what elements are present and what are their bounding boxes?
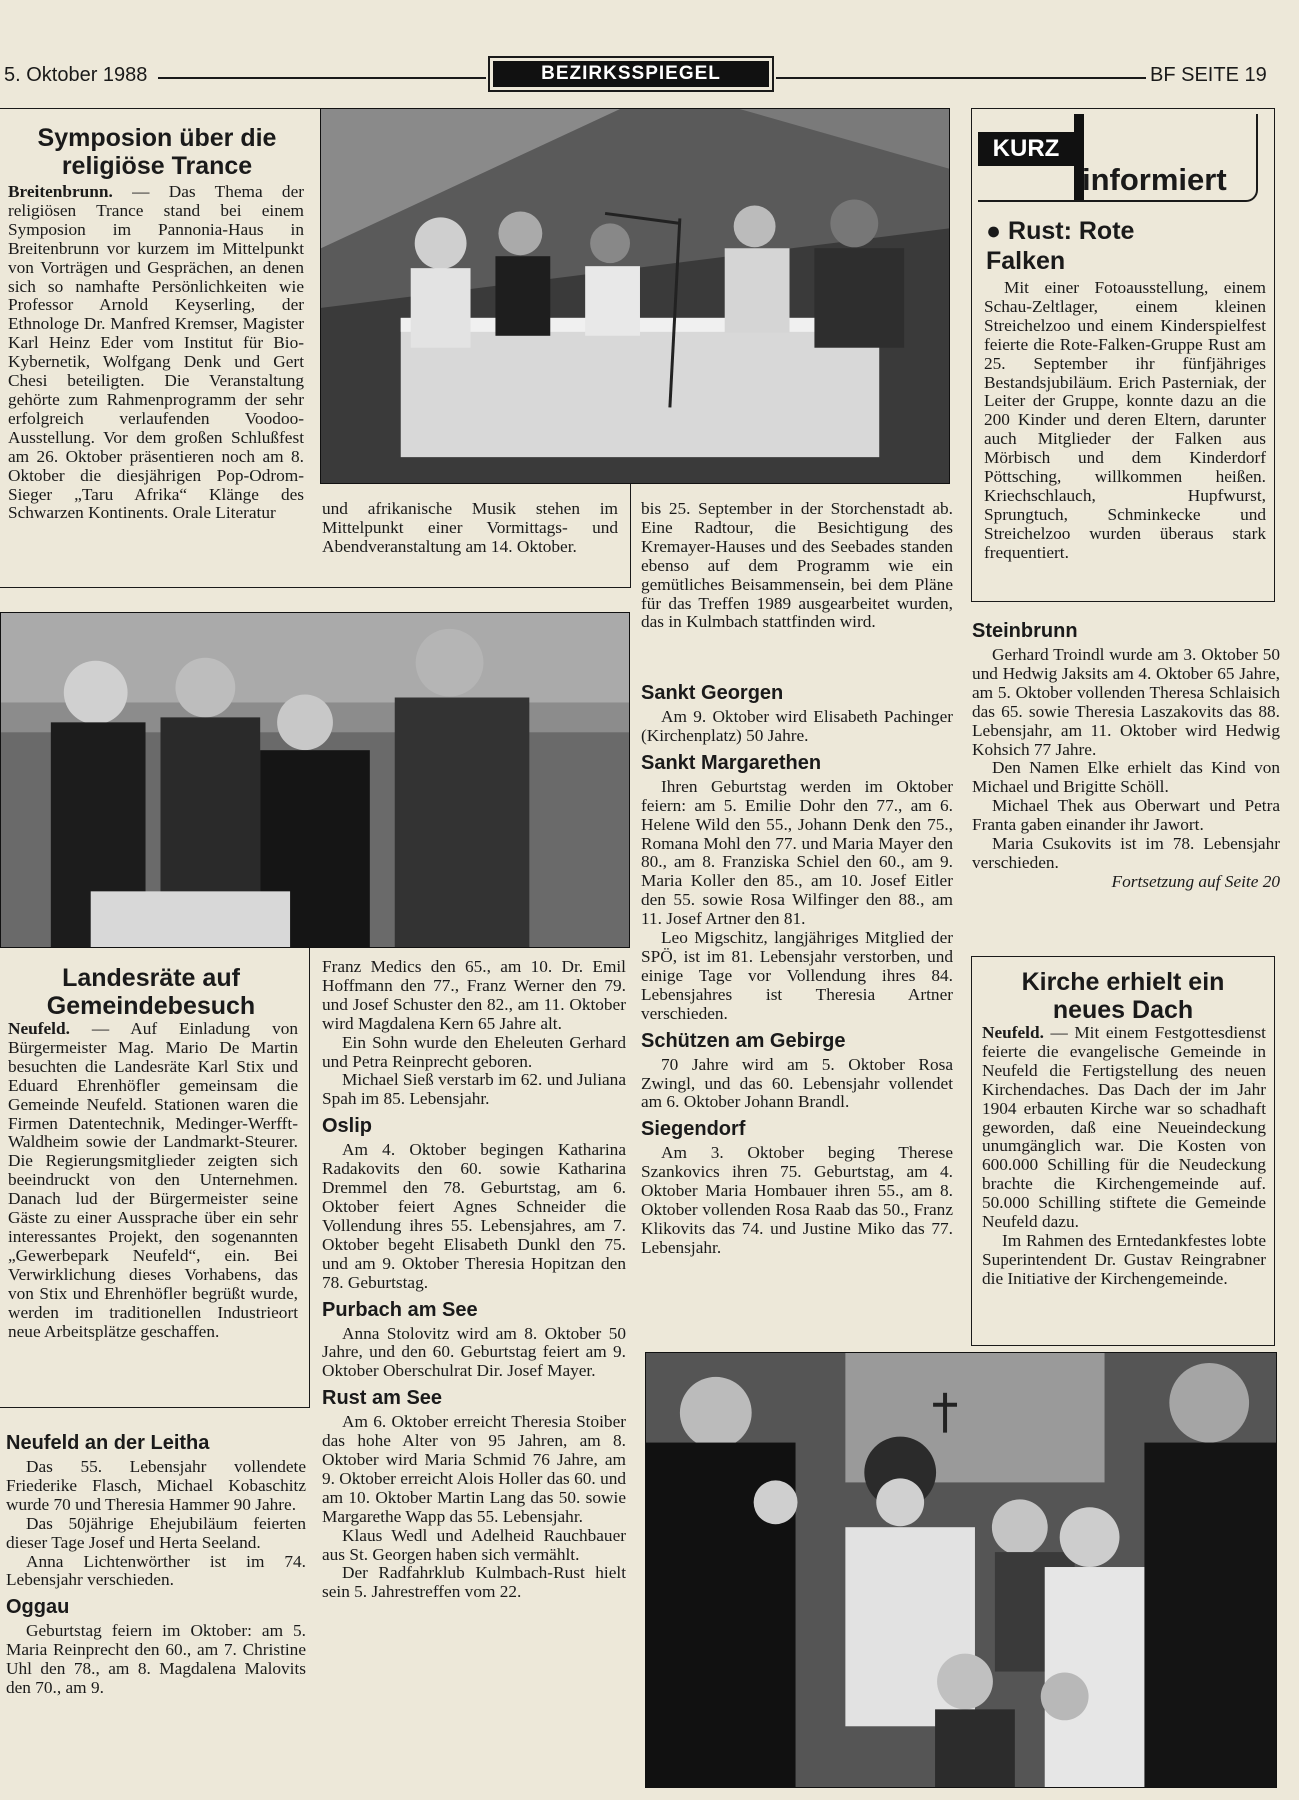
column-4-steinbrunn bbox=[972, 620, 1280, 892]
oslip-text: Am 4. Oktober begingen Katharina Radakovits den 60. sowie Katharina Dremmel den 78. Geburtstag, am 6. Oktober feiert Agnes Schneider die Vollendung ihres 55. Lebensjahres, am 7. Oktober begeht Elisabeth Dunkl den 75. und am 9. Oktober Theresia Hopitzan den 78. Geburtstag. bbox=[322, 1140, 626, 1292]
kirche-p2: Im Rahmen des Erntedankfestes lobte Superintendent Dr. Gustav Reingrabner die Initiative der Kirchengemeinde. bbox=[982, 1230, 1266, 1288]
kirche-title: Kirche erhielt ein neues Dach bbox=[1021, 968, 1225, 1024]
symposion-text bbox=[8, 183, 304, 578]
col2-cont1: Franz Medics den 65., am 10. Dr. Emil Hoffmann den 77., Franz Werner den 79. und Josef Schuster den 82., am 11. Oktober wird Magdalena Kern 65 Jahre alt. bbox=[322, 957, 626, 1033]
neufeld-p1: Das 55. Lebensjahr vollendete Friederike Flasch, Michael Kobaschitz wurde 70 und Theresia Hammer 90 Jahre. bbox=[6, 1457, 306, 1514]
symposion-dateline: Breitenbrunn. bbox=[8, 183, 113, 201]
col2-cont3: Michael Sieß verstarb im 62. und Juliana Spah im 85. Lebensjahr. bbox=[322, 1070, 626, 1109]
kurz-logo-left: KURZ bbox=[978, 132, 1074, 166]
heading-sankt-margarethen: Sankt Margarethen bbox=[641, 751, 822, 774]
sankt-margarethen-text-2: Leo Migschitz, langjähriges Mitglied der SPÖ, ist im 81. Lebensjahr verstorben, und einige Tage vor Vollendung ihres 84. Lebensjahres ist Theresia Artner verschieden. bbox=[641, 928, 953, 1023]
landesraete-dateline: Neufeld. bbox=[8, 1019, 70, 1038]
neufeld-p3: Anna Lichtenwörther ist im 74. Lebensjahr verschieden. bbox=[6, 1551, 306, 1590]
header-rule-left bbox=[158, 77, 486, 79]
col2-cont2: Ein Sohn wurde den Eheleuten Gerhard und Petra Reinprecht geboren. bbox=[322, 1032, 626, 1071]
column-3 bbox=[641, 676, 953, 1258]
header-section-label: BEZIRKSSPIEGEL bbox=[493, 61, 769, 87]
kurz-logo-right: informiert bbox=[1082, 162, 1227, 197]
heading-neufeld-leitha: Neufeld an der Leitha bbox=[6, 1432, 210, 1454]
column-2-lower bbox=[322, 958, 626, 1602]
symposion-title: Symposion über die religiöse Trance bbox=[37, 124, 277, 180]
kurz-body-text: Mit einer Fotoausstellung, einem Schau-Zeltlager, einem kleinen Streichelzoo und einem Kinderspielfest feierte die Rote-Falken-Gruppe Rust am 25. September ihr fünfjähriges Bestandsjubiläum. Erich Pasterniak, der Leiter der Gruppe, konnte dazu an die 200 Kinder und deren Eltern, darunter auch Mitglieder der Falken aus Mörbisch und dem Kinderdorf Pöttsching, willkommen heißen. Kriechschlauch, Hupfwurst, Sprungtuch, Schminkecke und Streichelzoo wurden überaus stark frequentiert. bbox=[984, 278, 1266, 562]
rust-continued-text: bis 25. September in der Storchenstadt ab. Eine Radtour, die Besichtigung des Kremayer-Hauses und des Seebades standen ebenso auf dem Programm wie ein gemütliches Beisammensein, bei dem Pläne für das Treffen 1989 ausgearbeitet wurden, das in Kulmbach stattfinden wird. bbox=[641, 499, 953, 632]
heading-oggau: Oggau bbox=[6, 1596, 70, 1619]
header-page: BF SEITE 19 bbox=[1150, 64, 1267, 86]
kirche-dateline: Neufeld. bbox=[982, 1023, 1044, 1042]
symposion-photo bbox=[320, 108, 950, 484]
rust-text-1: Am 6. Oktober erreicht Theresia Stoiber das hohe Alter von 95 Jahren, am 8. Oktober wird Maria Schmid 76 Jahre, am 9. Oktober erreicht Alois Holler das 60. und am 10. Oktober Martin Lang das 50. sowie Margarethe Wapp das 55. Lebensjahr. bbox=[322, 1412, 626, 1526]
oggau-p1: Geburtstag feiern im Oktober: am 5. Maria Reinprecht den 60., am 7. Christine Uhl den 78., am 8. Magdalena Malovits den 70., am 9. bbox=[6, 1621, 306, 1698]
symposion-text-col2: und afrikanische Musik stehen im Mittelpunkt einer Vormittags- und Abendveranstaltung am 14. Oktober. bbox=[322, 499, 618, 556]
schuetzen-text: 70 Jahre wird am 5. Oktober Rosa Zwingl, und das 60. Lebensjahr vollendet am 6. Oktober Johann Brandl. bbox=[641, 1054, 953, 1112]
steinbrunn-p4: Maria Csukovits ist im 78. Lebensjahr verschieden. bbox=[972, 834, 1280, 872]
symposion-body: — Das Thema der religiösen Trance stand bei einem Symposion im Pannonia-Haus in Breitenbrunn vor kurzem im Mittelpunkt von Vorträgen und Gesprächen, an denen sich so namhafte Persönlichkeiten wie Professor Arnold Keyserling, der Ethnologe Dr. Manfred Kremser, Magister Karl Heinz Eder vom Institut für Bio-Kybernetik, Wolfgang Denk und Gert Chesi beteiligten. Die Veranstaltung gehörte zum Rahmenprogramm der sehr erfolgreich verlaufenden Voodoo-Ausstellung. Vor dem großen Schlußfest am 26. Oktober präsentieren noch am 8. Oktober die diesjährigen Pop-Odrom-Sieger „Taru Afrika“ Klänge des Schwarzen Kontinents. Orale Literatur bbox=[8, 183, 304, 523]
kirche-body: — Mit einem Festgottesdienst feierte die evangelische Gemeinde in Neufeld die Fertigstellung des neuen Kirchendaches. Das Dach der im Jahr 1904 erbauten Kirche war so schadhaft geworden, daß eine Neueindeckung unumgänglich war. Die Kosten von 600.000 Schilling für die Neudeckung brachte die Kirchengemeinde auf. 50.000 Schilling stiftete die Gemeinde Neufeld dazu. bbox=[982, 1023, 1266, 1232]
heading-oslip: Oslip bbox=[322, 1115, 373, 1138]
header-rule-right bbox=[776, 77, 1146, 79]
purbach-text: Anna Stolovitz wird am 8. Oktober 50 Jahre, und den 60. Geburtstag feiert am 9. Oktober Oberschulrat Dir. Josef Mayer. bbox=[322, 1323, 626, 1381]
header-date: 5. Oktober 1988 bbox=[4, 64, 148, 86]
heading-steinbrunn: Steinbrunn bbox=[972, 620, 1078, 642]
landesraete-title: Landesräte auf Gemeindebesuch bbox=[46, 964, 256, 1020]
kirche-p1 bbox=[982, 1024, 1266, 1232]
continued-note: Fortsetzung auf Seite 20 bbox=[1111, 871, 1280, 891]
kurz-logo bbox=[978, 114, 1270, 204]
kirche-photo bbox=[645, 1352, 1277, 1788]
column-1-lower bbox=[6, 1432, 306, 1698]
steinbrunn-p3: Michael Thek aus Oberwart und Petra Franta gaben einander ihr Jawort. bbox=[972, 796, 1280, 835]
heading-rust: Rust am See bbox=[322, 1387, 443, 1410]
heading-purbach: Purbach am See bbox=[322, 1298, 478, 1321]
landesraete-photo bbox=[0, 612, 630, 948]
neufeld-p2: Das 50jährige Ehejubiläum feierten dieser Tage Josef und Herta Seeland. bbox=[6, 1513, 306, 1552]
steinbrunn-p2: Den Namen Elke erhielt das Kind von Michael und Brigitte Schöll. bbox=[972, 758, 1280, 797]
steinbrunn-p1: Gerhard Troindl wurde am 3. Oktober 50 und Hedwig Jaksits am 4. Oktober 65 Jahre, am 5. Oktober vollenden Theresa Schlaisich das 65. sowie Theresia Laszakovits das 88. Lebensjahr, am 11. Oktober wird Hedwig Kohsich 77 Jahre. bbox=[972, 645, 1280, 759]
heading-siegendorf: Siegendorf bbox=[641, 1118, 746, 1141]
header-section-box bbox=[488, 56, 774, 92]
kurz-title: ● Rust: Rote Falken bbox=[986, 217, 1135, 275]
landesraete-text bbox=[8, 1020, 298, 1341]
siegendorf-text: Am 3. Oktober beging Therese Szankovics ihren 75. Geburtstag, am 4. Oktober Maria Hombauer ihren 55., am 8. Oktober vollenden Rosa Raab das 50., Franz Klikovits das 74. und Justine Miko das 77. Lebensjahr. bbox=[641, 1143, 953, 1257]
sankt-margarethen-text-1: Ihren Geburtstag werden im Oktober feiern: am 5. Emilie Dohr den 77., am 6. Helene Wild den 55., Johann Denk den 75., Romana Mohl den 77. und Maria Mayer den 80., am 8. Franziska Schiel den 60., am 9. Maria Koller den 85., am 10. Josef Eitler den 55. sowie Rosa Wilfinger den 88., am 11. Josef Artner den 81. bbox=[641, 776, 953, 929]
rust-text-3: Der Radfahrklub Kulmbach-Rust hielt sein 5. Jahrestreffen vom 22. bbox=[322, 1563, 626, 1602]
sankt-georgen-text: Am 9. Oktober wird Elisabeth Pachinger (Kirchenplatz) 50 Jahre. bbox=[641, 707, 953, 745]
heading-sankt-georgen: Sankt Georgen bbox=[641, 682, 784, 704]
kirche-text bbox=[982, 1024, 1266, 1289]
kurz-body bbox=[984, 279, 1266, 563]
rust-text-2: Klaus Wedl und Adelheid Rauchbauer aus St. Georgen haben sich vermählt. bbox=[322, 1525, 626, 1564]
heading-schuetzen: Schützen am Gebirge bbox=[641, 1029, 846, 1052]
landesraete-body: — Auf Einladung von Bürgermeister Mag. Mario De Martin besuchten die Landesräte Karl Stix und Eduard Ehrenhöfler gemeinsam die Gemeinde Neufeld. Stationen waren die Firmen Datentechnik, Medinger-Werfft-Waldheim sowie der Landmarkt-Steurer. Die Regierungsmitglieder zeigten sich beeindruckt von den Unternehmen. Danach lud der Bürgermeister seine Gäste zu einer Aussprache über ein sehr interessantes Projekt, den sogenannten „Gewerbepark Neufeld“, ein. Bei Verwirklichung dieses Vorhabens, das von Stix und Ehrenhöfler begrüßt wurde, werden im traditionellen Industrieort neue Arbeitsplätze geschaffen. bbox=[8, 1019, 298, 1341]
